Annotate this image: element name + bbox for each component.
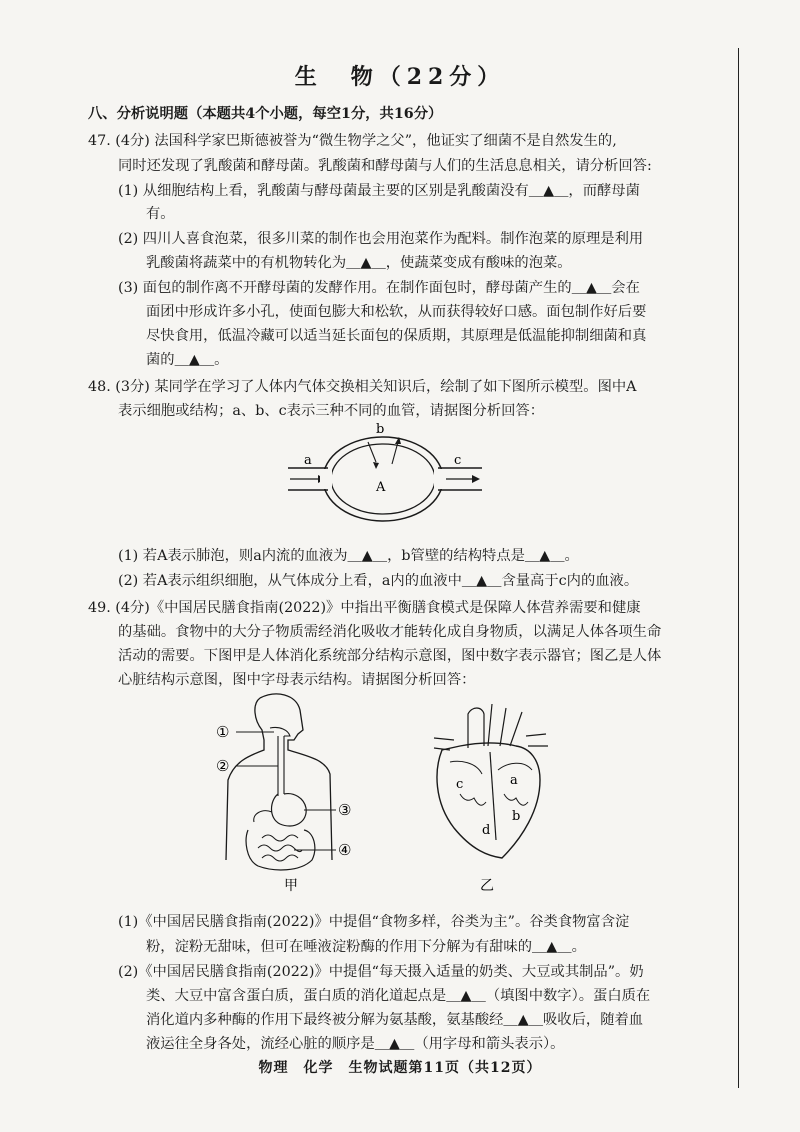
heart-label-c: c (456, 777, 464, 792)
label-b: b (376, 422, 385, 437)
q47-line: 菌的＿▲＿。 (146, 352, 229, 368)
label-A: A (376, 480, 386, 495)
q49-sub: (1)《中国居民膳食指南(2022)》中提倡“食物多样，谷类为主”。谷类食物富含淀 (118, 914, 630, 930)
q48-line: 48. (3分) 某同学在学习了人体内气体交换相关知识后，绘制了如下图所示模型。图中A (88, 379, 637, 395)
digestive-system-figure (208, 690, 368, 900)
right-atrium-wall (450, 761, 482, 774)
page-footer: 物理 化学 生物试题第11页（共12页） (258, 1060, 542, 1076)
q48-sub: (1) 若A表示肺泡，则a内流的血液为＿▲＿，b管壁的结构特点是＿▲＿。 (118, 548, 579, 564)
q47-line: 47. (4分) 法国科学家巴斯德被誉为“微生物学之父”，他证实了细菌不是自然发生的, (88, 133, 617, 149)
q49-sub: 消化道内多种酶的作用下最终被分解为氨基酸，氨基酸经＿▲＿吸收后，随着血 (146, 1012, 644, 1028)
q49-line: 心脏结构示意图，图中字母表示结构。请据图分析回答： (118, 672, 476, 688)
q49-sub: (2)《中国居民膳食指南(2022)》中提倡“每天摄入适量的奶类、大豆或其制品”。奶 (118, 964, 644, 980)
q47-line: 同时还发现了乳酸菌和酵母菌。乳酸菌和酵母菌与人们的生活息息相关，请分析回答: (118, 158, 652, 174)
organ-label-3: ③ (338, 801, 352, 819)
q48-sub: (2) 若A表示组织细胞，从气体成分上看，a内的血液中＿▲＿含量高于c内的血液。 (118, 573, 639, 589)
stomach (272, 794, 307, 826)
q48-line: 表示细胞或结构；a、b、c表示三种不同的血管，请据图分析回答： (118, 403, 544, 419)
liver-edge (254, 811, 272, 822)
structure-A (331, 444, 435, 514)
junction-a (320, 469, 332, 489)
q47-line: (2) 四川人喜食泡菜，很多川菜的制作也会用泡菜作为配料。制作泡菜的原理是利用 (118, 231, 644, 247)
figure-caption-jia: 甲 (284, 878, 298, 894)
q47-line: (3) 面包的制作离不开酵母菌的发酵作用。在制作面包时，酵母菌产生的＿▲＿会在 (118, 280, 640, 296)
q47-line: 乳酸菌将蔬菜中的有机物转化为＿▲＿，使蔬菜变成有酸味的泡菜。 (146, 255, 572, 271)
figure-caption-yi: 乙 (480, 878, 494, 894)
q49-sub: 类、大豆中富含蛋白质，蛋白质的消化道起点是＿▲＿（填图中数字）。蛋白质在 (146, 988, 651, 1004)
q49-sub: 液运往全身各处，流经心脏的顺序是＿▲＿（用字母和箭头表示）。 (146, 1036, 565, 1052)
small-intestine (258, 835, 302, 861)
q49-line: 49. (4分)《中国居民膳食指南(2022)》中指出平衡膳食模式是保障人体营养需要和健康 (88, 600, 641, 616)
body-outline (260, 694, 332, 860)
q47-line: (1) 从细胞结构上看，乳酸菌与酵母菌最主要的区别是乳酸菌没有＿▲＿，而酵母菌 (118, 183, 640, 199)
heart-label-a: a (510, 773, 518, 788)
heart-outline (437, 743, 540, 858)
septum (490, 752, 496, 840)
q49-line: 的基础。食物中的大分子物质需经消化吸收才能转化成自身物质，以满足人体各项生命 (118, 624, 662, 640)
heart-label-b: b (512, 809, 521, 824)
q49-sub: 粉，淀粉无甜味，但可在唾液淀粉酶的作用下分解为有甜味的＿▲＿。 (146, 939, 586, 955)
junction-c (434, 469, 446, 489)
flow-arrow-c-head (472, 475, 480, 483)
page-title: 生 物（22分） (294, 64, 506, 90)
organ-label-4: ④ (338, 841, 352, 859)
left-atrium-wall (498, 763, 532, 770)
label-a: a (304, 453, 312, 468)
aorta (468, 708, 484, 748)
organ-label-2: ② (216, 757, 230, 775)
body-outline (226, 698, 264, 860)
heart-figure (420, 690, 560, 900)
binding-margin-line (738, 48, 739, 1088)
q47-line: 尽快食用，低温冷藏可以适当延长面包的保质期，其原理是低温能抑制细菌和真 (146, 328, 647, 344)
gas-exchange-diagram (280, 420, 490, 530)
label-c: c (454, 453, 462, 468)
q47-line: 面团中形成许多小孔，使面包膨大和松软，从而获得较好口感。面包制作好后要 (146, 304, 647, 320)
q47-line: 有。 (146, 206, 175, 222)
great-vessels (488, 704, 522, 746)
section-heading: 八、分析说明题（本题共4个小题，每空1分，共16分） (88, 106, 443, 122)
heart-label-d: d (482, 823, 491, 838)
q49-line: 活动的需要。下图甲是人体消化系统部分结构示意图，图中数字表示器官；图乙是人体 (118, 648, 662, 664)
organ-label-1: ① (216, 723, 230, 741)
